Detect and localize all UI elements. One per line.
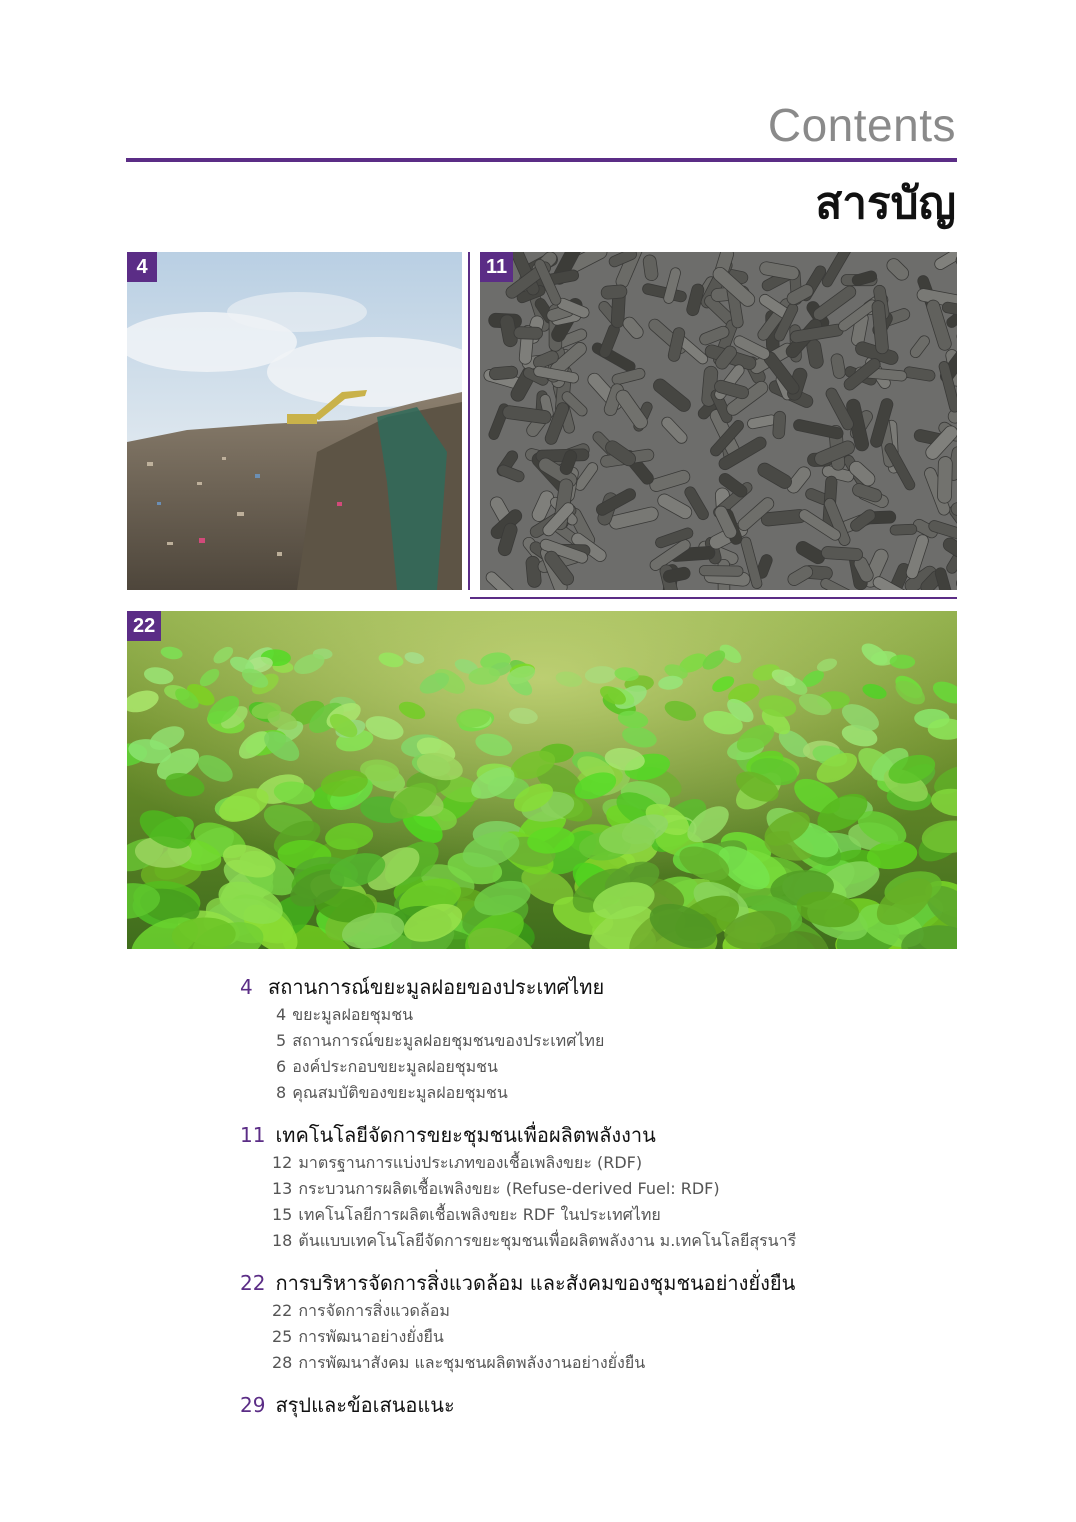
toc-item-page: 5 [276,1031,287,1050]
toc-item-page: 18 [272,1231,293,1250]
toc-item-title: ต้นแบบเทคโนโลยีจัดการขยะชุมชนเพื่อผลิตพลังงาน ม.เทคโนโลยีสุรนารี [298,1231,797,1250]
photo-rdf-pellets [480,252,957,590]
toc-section-heading[interactable] [240,972,960,1002]
toc-item-page: 28 [272,1353,293,1372]
toc-section [240,972,960,1106]
title-rule [126,158,957,162]
toc-item-title: การพัฒนาอย่างยั่งยืน [298,1327,444,1346]
toc-section [240,1390,960,1420]
toc-section-title: สรุปและข้อเสนอแนะ [275,1393,455,1417]
toc-item-title: องค์ประกอบขยะมูลฝอยชุมชน [292,1057,498,1076]
toc-section-title: การบริหารจัดการสิ่งแวดล้อม และสังคมของชุมชนอย่างยั่งยืน [275,1271,796,1295]
toc-item-page: 4 [276,1005,287,1024]
toc-item[interactable] [240,1028,960,1054]
toc-item-title: ขยะมูลฝอยชุมชน [292,1005,414,1024]
toc-section-page: 4 [240,975,253,999]
photo-landfill [127,252,462,590]
toc-section-heading[interactable] [240,1390,960,1420]
photo-divider-vertical [468,252,470,590]
toc-item[interactable] [240,1150,960,1176]
photo-seedlings [127,611,957,949]
toc-item[interactable] [240,1080,960,1106]
toc-item[interactable] [240,1298,960,1324]
toc-section-title: สถานการณ์ขยะมูลฝอยของประเทศไทย [268,975,605,999]
toc-section-page: 22 [240,1271,266,1295]
toc-item-page: 22 [272,1301,293,1320]
toc-item-title: เทคโนโลยีการผลิตเชื้อเพลิงขยะ RDF ในประเทศไทย [298,1205,661,1224]
toc-item[interactable] [240,1002,960,1028]
toc-item[interactable] [240,1054,960,1080]
toc-item-page: 15 [272,1205,293,1224]
toc-section-page: 11 [240,1123,266,1147]
toc-item-page: 6 [276,1057,287,1076]
toc-item-title: กระบวนการผลิตเชื้อเพลิงขยะ (Refuse-derived Fuel: RDF) [298,1179,720,1198]
toc-item[interactable] [240,1202,960,1228]
toc-item[interactable] [240,1324,960,1350]
title-english: Contents [767,99,956,151]
toc-item-title: การพัฒนาสังคม และชุมชนผลิตพลังงานอย่างยั่งยืน [298,1353,646,1372]
photo-badge: 11 [480,252,513,282]
toc-item-page: 13 [272,1179,293,1198]
toc-section [240,1268,960,1376]
toc-section-page: 29 [240,1393,266,1417]
photo-badge: 4 [127,252,157,282]
toc-section-title: เทคโนโลยีจัดการขยะชุมชนเพื่อผลิตพลังงาน [275,1123,656,1147]
toc-item-title: สถานการณ์ขยะมูลฝอยชุมชนของประเทศไทย [292,1031,605,1050]
toc-item[interactable] [240,1228,960,1254]
toc-item[interactable] [240,1176,960,1202]
photo-divider-horizontal [470,597,957,599]
toc-section [240,1120,960,1254]
toc-item-page: 25 [272,1327,293,1346]
toc-item-title: คุณสมบัติของขยะมูลฝอยชุมชน [292,1083,508,1102]
table-of-contents [240,972,960,1434]
toc-item-page: 8 [276,1083,287,1102]
toc-section-heading[interactable] [240,1120,960,1150]
toc-item-title: มาตรฐานการแบ่งประเภทของเชื้อเพลิงขยะ (RDF) [298,1153,643,1172]
title-thai: สารบัญ [815,178,956,229]
toc-item-title: การจัดการสิ่งแวดล้อม [298,1301,450,1320]
toc-item-page: 12 [272,1153,293,1172]
toc-item[interactable] [240,1350,960,1376]
toc-section-heading[interactable] [240,1268,960,1298]
photo-badge: 22 [127,611,161,641]
